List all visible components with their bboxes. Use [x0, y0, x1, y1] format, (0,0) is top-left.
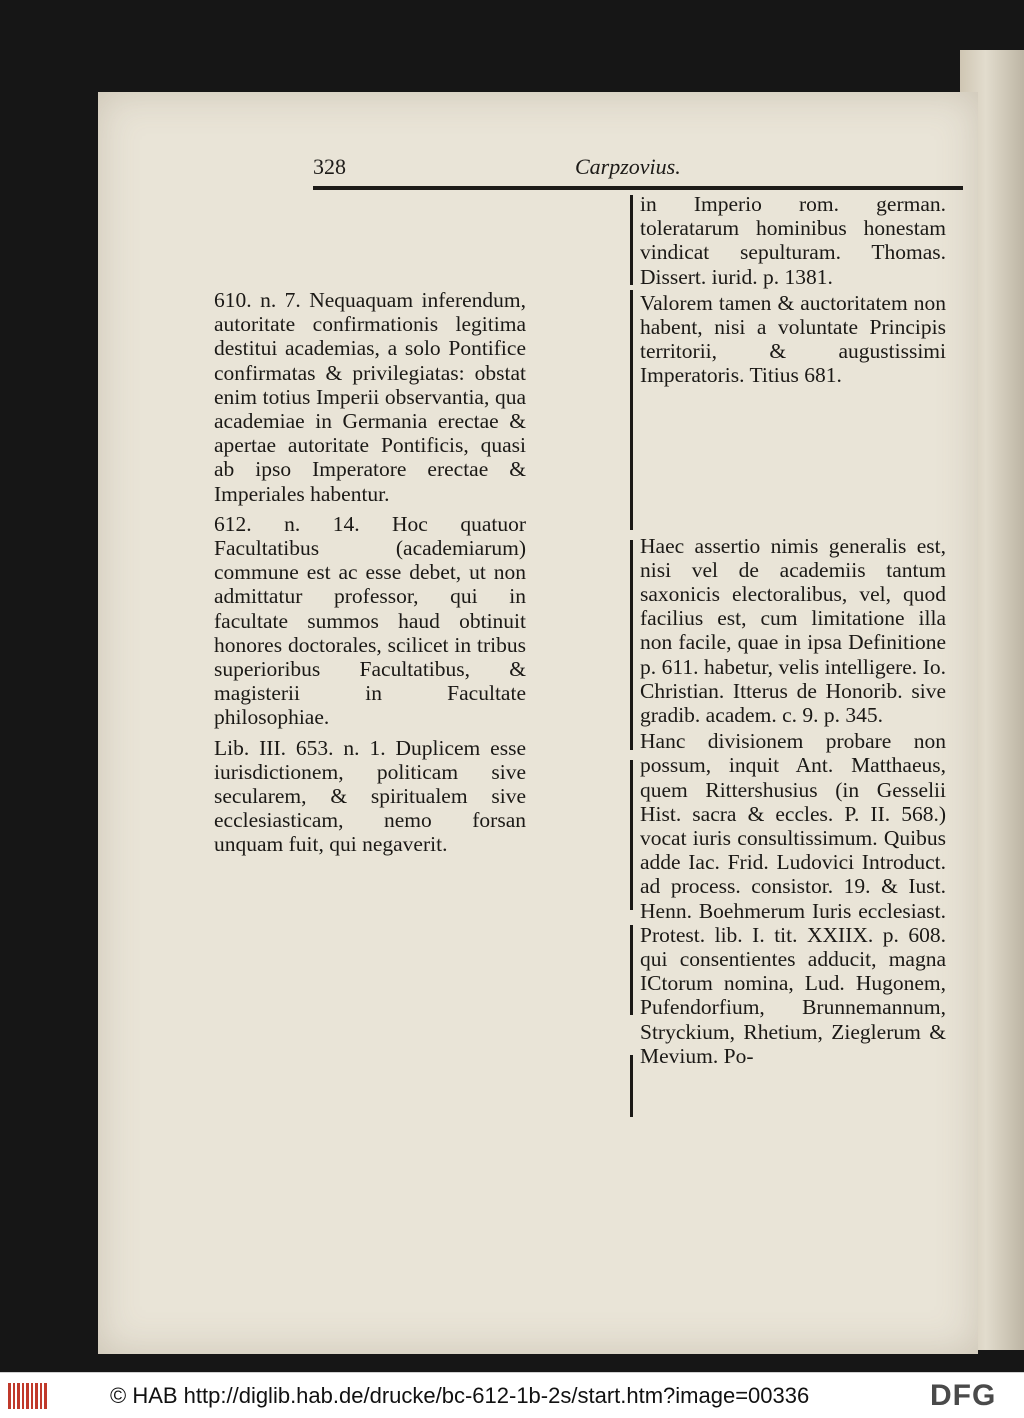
note-text: Haec assertio nimis generalis est, nisi vel de academiis tantum saxonicis electoralibus, vel, quod facilius est, cum limitatione illa non facile, quae in ipsa Definitione p. 611. habetur, velis intelligere. Io. Christian. Itterus de Honorib. sive gradib. academ. c. 9. p. 345.: [640, 533, 946, 728]
right-column: [640, 192, 946, 1068]
note-sepulturam: [640, 192, 946, 289]
barcode-icon: [8, 1383, 48, 1409]
running-title: Carpzovius.: [575, 154, 681, 179]
dfg-logo: DFG: [930, 1379, 997, 1412]
note-text: Valorem tamen & auctoritatem non habent, nisi a voluntate Principis territorii, & augustissimi Imperatoris. Titius 681.: [640, 290, 946, 388]
entry-text: 610. n. 7. Nequaquam inferendum, autoritate confirmationis legitima destitui academias, a solo Pontifice confirmatas & privilegiatas: obstat enim totius Imperii observantia, qua academiae in Germania erectae & apertae autoritate Pontificis, quasi ab ipso Imperatore erectae & Imperiales habentur.: [214, 288, 526, 506]
column-divider: [630, 760, 633, 910]
note-haec-assertio: [640, 534, 946, 728]
entry-610: [214, 288, 526, 506]
entry-text: Lib. III. 653. n. 1. Duplicem esse iurisdictionem, politicam sive secularem, & spiritualem sive ecclesiasticam, nemo forsan unquam fuit, qui negaverit.: [214, 735, 526, 857]
page-number: 328: [313, 154, 346, 179]
note-valorem: [640, 291, 946, 388]
entry-text: 612. n. 14. Hoc quatuor Facultatibus (academiarum) commune est ac esse debet, ut non admittatur professor, qui in facultate summos haud obtinuit honores doctorales, scilicet in tribus superioribus Facultatibus, & magisterii in Facultate philosophiae.: [214, 511, 526, 730]
column-divider: [630, 195, 633, 285]
column-divider: [630, 925, 633, 1015]
note-hanc-divisionem: [640, 729, 946, 1068]
column-divider: [630, 540, 633, 750]
header-rule: [313, 186, 963, 190]
source-link[interactable]: © HAB http://diglib.hab.de/drucke/bc-612-1b-2s/start.htm?image=00336: [110, 1383, 810, 1408]
column-divider: [630, 1055, 633, 1117]
note-text: in Imperio rom. german. toleratarum hominibus honestam vindicat sepulturam. Thomas. Dissert. iurid. p. 1381.: [640, 192, 946, 289]
column-divider: [630, 290, 633, 530]
note-text: Hanc divisionem probare non possum, inquit Ant. Matthaeus, quem Rittershusius (in Gesselii Hist. sacra & eccles. P. II. 568.) vocat iuris consultissimum. Quibus adde Iac. Frid. Ludovici Introduct. ad process. consistor. 19. & Iust. Henn. Boehmerum Iuris ecclesiast. Protest. lib. I. tit. XXIIX. p. 608. qui consentientes adducit, magna ICtorum nomina, Lud. Hugonem, Pufendorfium, Brunnemannum, Stryckium, Rhetium, Zieglerum & Mevium. Po-: [640, 729, 946, 1068]
viewer-footer: [0, 1372, 1024, 1418]
entry-lib-3-653: [214, 736, 526, 857]
show-through-text: [280, 100, 520, 170]
entry-612: [214, 512, 526, 730]
left-column: [214, 288, 526, 857]
